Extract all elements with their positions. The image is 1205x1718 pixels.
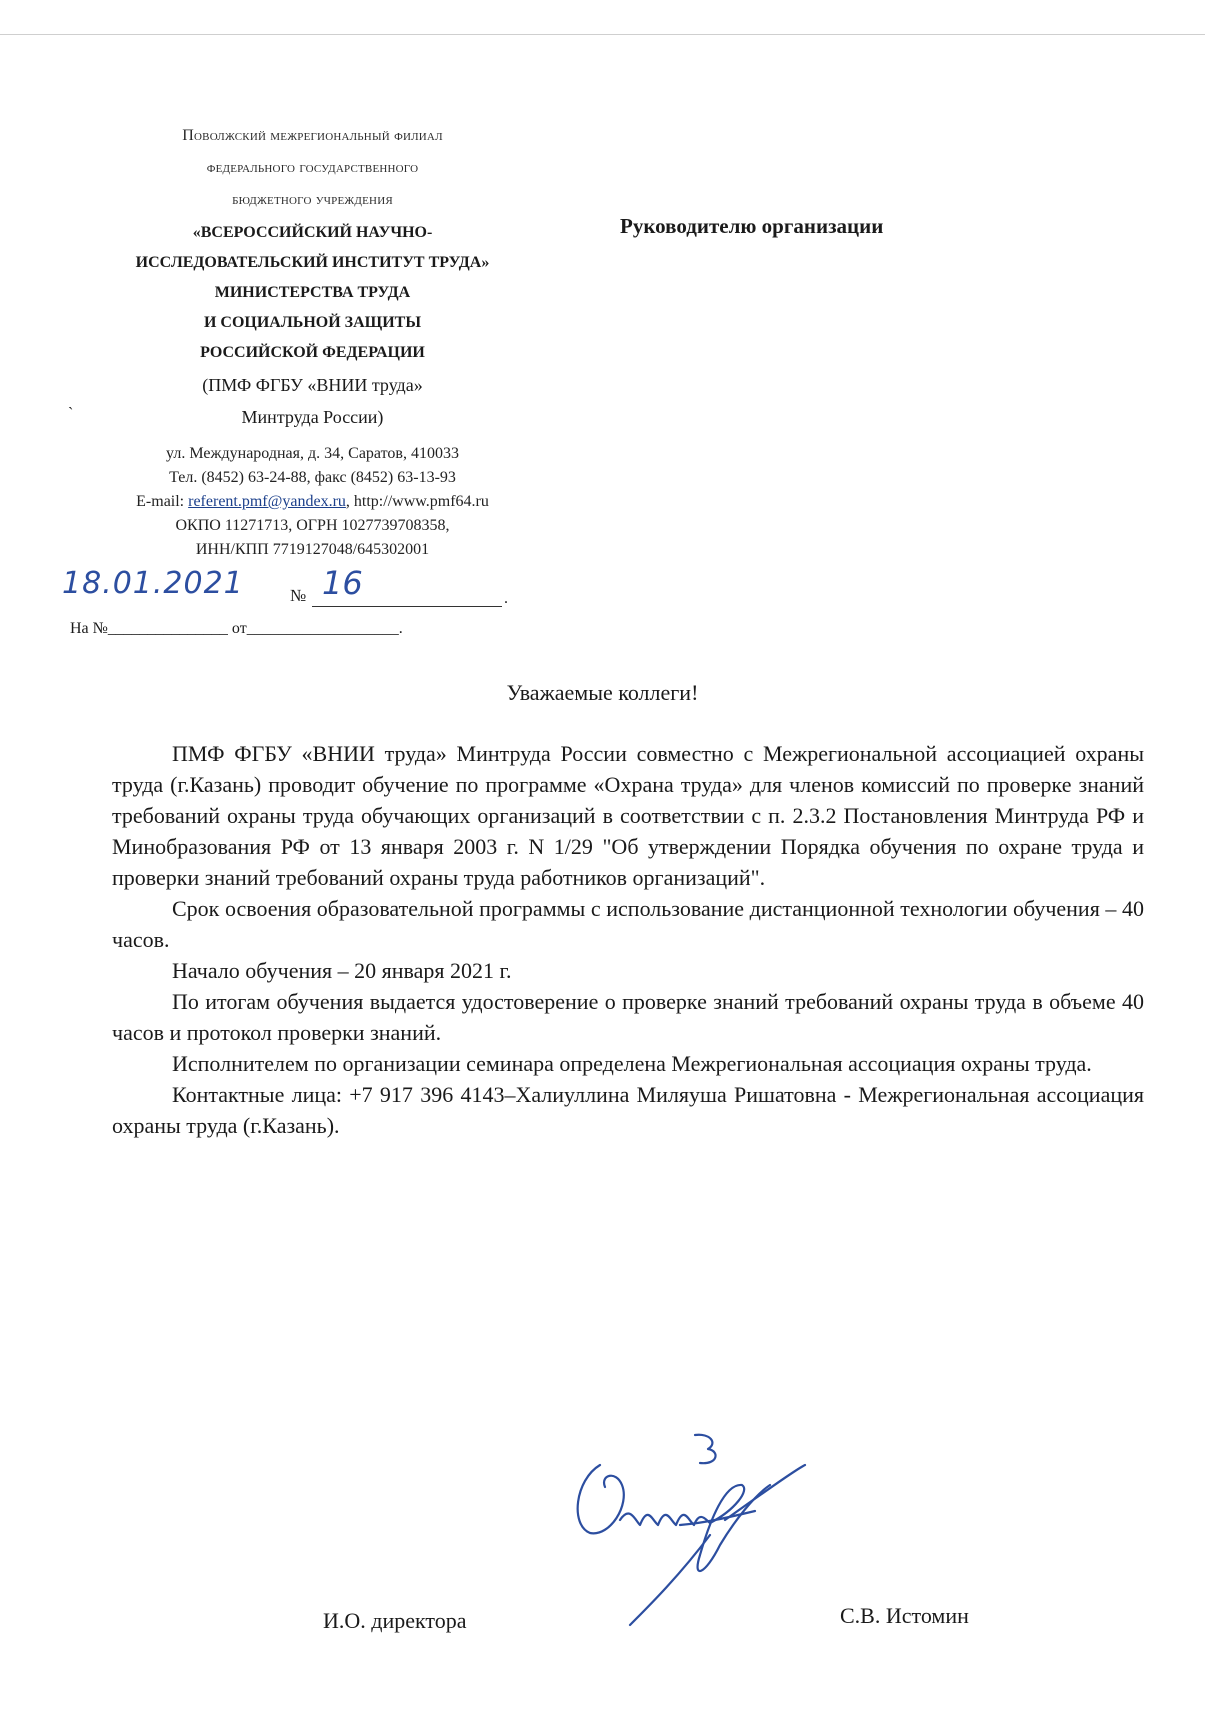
salutation: Уважаемые коллеги! (506, 680, 699, 705)
website-text: , http://www.pmf64.ru (345, 493, 489, 510)
letterhead-bold-line-2: ИССЛЕДОВАТЕЛЬСКИЙ ИНСТИТУТ ТРУДА» (135, 254, 490, 271)
email-label: E-mail: (136, 493, 189, 510)
letterhead-bold-line-1: «ВСЕРОССИЙСКИЙ НАУЧНО- (192, 224, 433, 241)
paragraph: ПМФ ФГБУ «ВНИИ труда» Минтруда России совместно с Межрегиональной ассоциацией охраны труда (г.Казань) проводит обучение по программе «Охрана труда» для членов комиссий по проверке знаний требований охраны труда обучающих организаций в соответствии с п. 2.3.2 Постановления Минтруда РФ и Минобразования РФ от 13 января 2003 г. N 1/29 "Об утверждении Порядка обучения по охране труда и проверки знаний требований охраны труда работников организаций". (112, 741, 1144, 890)
scan-edge-line (0, 34, 1205, 35)
letterhead-bold-line-5: РОССИЙСКОЙ ФЕДЕРАЦИИ (200, 344, 425, 361)
letterhead-bold-line-3: МИНИСТЕРСТВА ТРУДА (214, 284, 411, 301)
signatory-name: С.В. Истомин (840, 1603, 969, 1628)
scan-mark: ` (68, 405, 74, 422)
recipient: Руководителю организации (620, 214, 884, 238)
letterhead-abbr-line-2: Минтруда России) (241, 407, 384, 427)
signatory-title: И.О. директора (323, 1608, 467, 1633)
number-sign: № (290, 586, 307, 605)
number-underline (312, 606, 502, 607)
letterhead-phone: Тел. (8452) 63-24-88, факс (8452) 63-13-93 (169, 469, 456, 486)
letterhead-inn: ИНН/КПП 7719127048/645302001 (195, 541, 430, 558)
paragraph: Начало обучения – 20 января 2021 г. (172, 958, 512, 983)
letterhead-abbr-line-1: (ПМФ ФГБУ «ВНИИ труда» (202, 375, 423, 395)
handwritten-signature (560, 1425, 820, 1635)
letterhead-org-line-1: Поволжский межрегиональный филиал (182, 127, 443, 144)
registration-dot: . (504, 590, 508, 607)
letterhead-address: ул. Международная, д. 34, Саратов, 410033 (166, 445, 459, 462)
registration-line (62, 566, 507, 606)
reference-line: На №_______________ от___________________. (70, 620, 403, 637)
letterhead-bold-line-4: И СОЦИАЛЬНОЙ ЗАЩИТЫ (203, 314, 422, 331)
letter-body (112, 738, 1144, 1141)
paragraph: По итогам обучения выдается удостоверение о проверке знаний требований охраны труда в объеме 40 часов и протокол проверки знаний. (112, 989, 1144, 1045)
letterhead-org-line-3: бюджетного учреждения (232, 191, 393, 208)
paragraph: Срок освоения образовательной программы с использование дистанционной технологии обучения – 40 часов. (112, 896, 1144, 952)
handwritten-date: 18.01.2021 (62, 566, 244, 601)
email-link[interactable]: referent.pmf@yandex.ru (188, 493, 346, 510)
handwritten-number: 16 (322, 564, 363, 602)
paragraph: Исполнителем по организации семинара определена Межрегиональная ассоциация охраны труда. (172, 1051, 1092, 1076)
letterhead-contacts (70, 492, 555, 512)
letterhead-okpo: ОКПО 11271713, ОГРН 1027739708358, (175, 517, 450, 534)
paragraph: Контактные лица: +7 917 396 4143–Халиуллина Миляуша Ришатовна - Межрегиональная ассоциация охраны труда (г.Казань). (112, 1082, 1144, 1138)
letterhead-org-line-2: федерального государственного (206, 159, 419, 176)
